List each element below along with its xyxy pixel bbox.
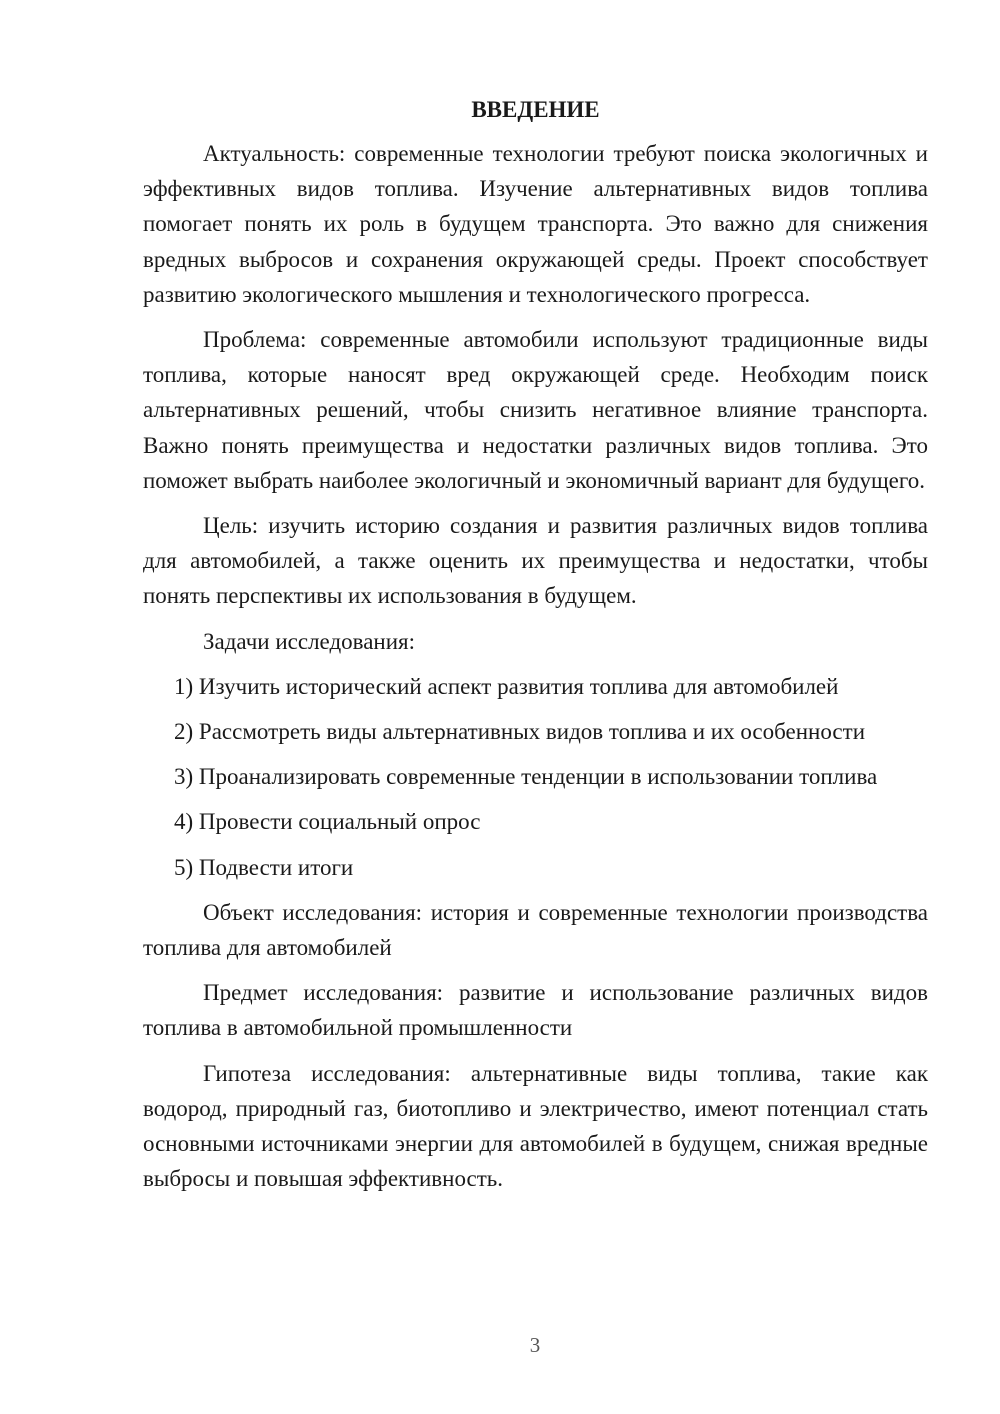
paragraph-object: Объект исследования: история и современные технологии производства топлива для автомобилей xyxy=(143,899,928,961)
paragraph-problem: Проблема: современные автомобили используют традиционные виды топлива, которые наносят вред окружающей среде. Необходим поиск альтернативных решений, чтобы снизить негативное влияние транспорта. Важно понять преимущества и недостатки различных видов топлива. Это поможет выбрать наиболее экологичный и экономичный вариант для будущего. xyxy=(143,327,928,493)
task-item-5: 5) Подвести итоги xyxy=(174,854,354,880)
task-item-1: 1) Изучить исторический аспект развития топлива для автомобилей xyxy=(174,673,839,699)
paragraph-hypothesis: Гипотеза исследования: альтернативные виды топлива, такие как водород, природный газ, биотопливо и электричество, имеют потенциал стать основными источниками энергии для автомобилей в будущем, снижая вредные выбросы и повышая эффективность. xyxy=(143,1060,928,1192)
paragraph-relevance: Актуальность: современные технологии требуют поиска экологичных и эффективных видов топлива. Изучение альтернативных видов топлива помогает понять их роль в будущем транспорта. Это важно для снижения вредных выбросов и сохранения окружающей среды. Проект способствует развитию экологического мышления и технологического прогресса. xyxy=(143,141,928,307)
paragraph-subject: Предмет исследования: развитие и использование различных видов топлива в автомобильной промышленности xyxy=(143,980,928,1041)
section-title: ВВЕДЕНИЕ xyxy=(471,97,600,122)
task-item-4: 4) Провести социальный опрос xyxy=(174,809,481,835)
page-number: 3 xyxy=(529,1333,541,1357)
task-item-2: 2) Рассмотреть виды альтернативных видов топлива и их особенности xyxy=(174,719,865,745)
page-content xyxy=(143,92,928,1206)
paragraph-tasks-heading: Задачи исследования: xyxy=(203,628,416,654)
task-item-3: 3) Проанализировать современные тенденции в использовании топлива xyxy=(174,764,878,790)
paragraph-goal: Цель: изучить историю создания и развития различных видов топлива для автомобилей, а также оценить их преимущества и недостатки, чтобы понять перспективы их использования в будущем. xyxy=(143,513,928,609)
